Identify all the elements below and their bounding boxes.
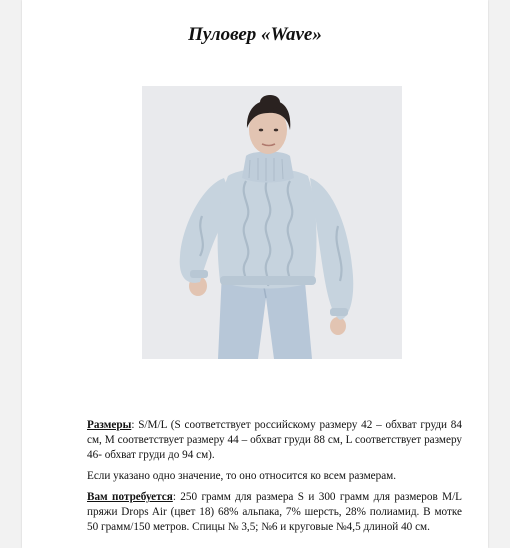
note-paragraph: Если указано одно значение, то оно относится ко всем размерам. xyxy=(87,470,397,482)
document-title: Пуловер «Wave» xyxy=(188,24,322,45)
document-page xyxy=(22,0,488,548)
sizes-paragraph xyxy=(87,418,462,463)
model-illustration xyxy=(142,86,402,359)
materials-paragraph xyxy=(87,490,462,535)
product-photo xyxy=(142,86,402,359)
materials-text: : 250 грамм для размера S и 300 грамм для размеров M/L пряжи Drops Air (цвет 18) 68% альпака, 7% шерсть, 28% полиамид. В мотке 50 грамм/150 метров. Спицы № 3,5; №6 и круговые №4,5 длиной 40 см. xyxy=(87,491,463,533)
sizes-label: Размеры xyxy=(87,419,132,431)
sizes-text: : S/M/L (S соответствует российскому размеру 42 – обхват груди 84 см, M соответствует размеру 44 – обхват груди 88 см, L соответствует размеру 46- обхват груди до 94 см). xyxy=(87,419,462,461)
description-text xyxy=(87,418,462,541)
materials-label: Вам потребуется xyxy=(87,491,173,503)
